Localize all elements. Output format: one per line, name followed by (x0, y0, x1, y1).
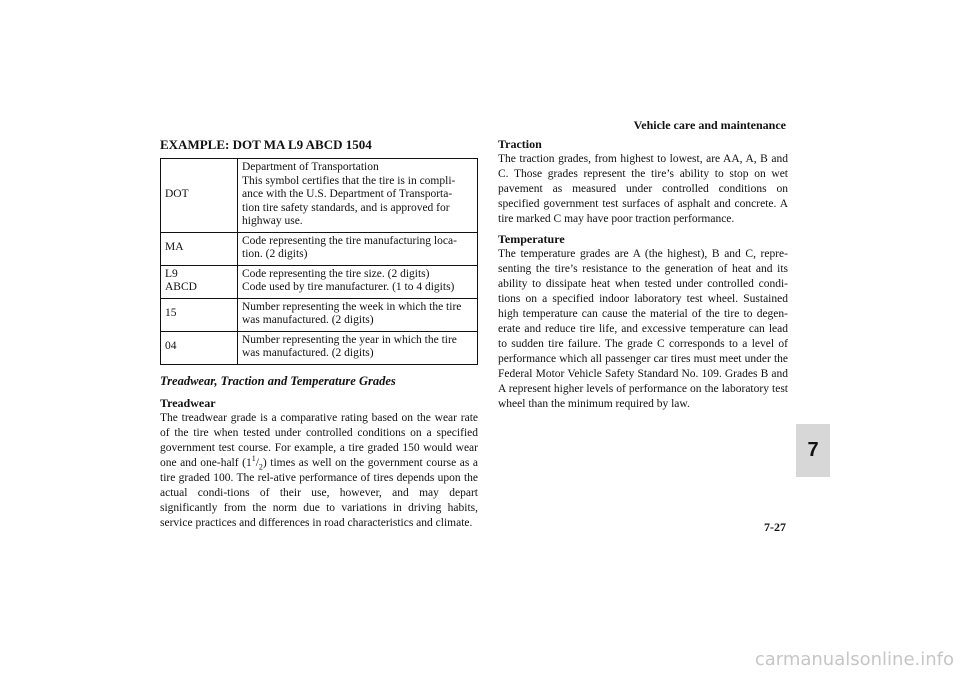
code-cell: 04 (161, 331, 238, 364)
right-column (498, 137, 788, 417)
temperature-paragraph: The temperature grades are A (the highest), B and C, repre-senting the tire’s resistance to the generation of heat and its ability to dissipate heat when tested under controlled condi-tions on a specified indoor laboratory test wheel. Sustained high temperature can cause the material of the tire to degen-erate and reduce tire life, and excessive temperature can lead to sudden tire failure. The grade C corresponds to a level of performance which all passenger car tires must meet under the Federal Motor Vehicle Safety Standard No. 109. Grades B and A represent higher levels of performance on the laboratory test wheel than the minimum required by law. (498, 248, 788, 410)
watermark: carmanualsonline.info (754, 649, 954, 670)
example-heading: EXAMPLE: DOT MA L9 ABCD 1504 (160, 137, 372, 152)
description-line: highway use. (242, 215, 303, 227)
description-line: Code used by tire manufacturer. (1 to 4 digits) (242, 281, 455, 293)
description-line: tion tire safety standards, and is approved for (242, 201, 450, 214)
description-line: Code representing the tire manufacturing loca- (242, 234, 457, 247)
code-cell: DOT (161, 159, 238, 233)
left-column (160, 137, 478, 536)
treadwear-heading: Treadwear (160, 395, 216, 410)
fraction-denominator: 2 (258, 461, 263, 471)
treadwear-text-before: The treadwear grade is a comparative rating based on the wear rate of the tire when tested under controlled conditions on a specified government test course. For example, a tire graded 150 would wear one and one-half (1 (160, 411, 478, 469)
code-cell (161, 265, 238, 298)
description-line: This symbol certifies that the tire is in compli- (242, 174, 456, 187)
description-line: was manufactured. (2 digits) (242, 314, 374, 326)
code-value: L9 (165, 267, 178, 280)
table-row (161, 265, 478, 298)
description-cell (238, 331, 478, 364)
traction-heading: Traction (498, 137, 542, 151)
table-row (161, 159, 478, 233)
description-cell (238, 265, 478, 298)
fraction-numerator: 1 (251, 453, 256, 463)
code-cell: MA (161, 232, 238, 265)
chapter-number: 7 (807, 439, 819, 461)
description-line: was manufactured. (2 digits) (242, 347, 374, 359)
description-line: Department of Transportation (242, 161, 379, 173)
treadwear-paragraph: The treadwear grade is a comparative rating based on the wear rate of the tire when tested under controlled conditions on a specified government test course. For example, a tire graded 150 would wear one and one-half $(1^1/_2)$ times as well on the government course as a tire graded 100. The rel-ative performance of tires depends upon the actual condi-tions of their use, however, and may depart significantly from the norm due to variations in driving habits, service practices and differences in road characteristics and climate. (160, 411, 478, 529)
treadwear-text-after: ) times as well on the government course as a tire graded 100. The rel-ative performance of tires depends upon the actual condi-tions of their use, however, and may depart significantly from the norm due to variations in driving habits, service practices and differences in road characteristics and climate. (160, 456, 478, 529)
description-line: Number representing the year in which the tire (242, 333, 457, 346)
description-cell (238, 232, 478, 265)
running-header: Vehicle care and maintenance (633, 118, 786, 132)
description-line: ance with the U.S. Department of Transporta- (242, 188, 453, 200)
traction-paragraph: The traction grades, from highest to lowest, are AA, A, B and C. Those grades represent the tire’s ability to stop on wet pavement as measured under controlled conditions on specified government test surfaces of asphalt and concrete. A tire marked C may have poor traction performance. (498, 153, 788, 225)
description-cell (238, 298, 478, 331)
temperature-heading: Temperature (498, 232, 565, 246)
code-value: ABCD (165, 281, 197, 293)
section-heading: Treadwear, Traction and Temperature Grades (160, 373, 396, 388)
chapter-tab (796, 424, 830, 477)
description-line: Code representing the tire size. (2 digits) (242, 267, 430, 280)
page-number: 7-27 (764, 520, 786, 534)
description-line: Number representing the week in which the tire (242, 300, 462, 313)
table-row (161, 331, 478, 364)
tire-code-table (160, 158, 478, 365)
table-row (161, 298, 478, 331)
code-cell: 15 (161, 298, 238, 331)
table-row (161, 232, 478, 265)
description-line: tion. (2 digits) (242, 248, 308, 260)
description-cell (238, 159, 478, 233)
